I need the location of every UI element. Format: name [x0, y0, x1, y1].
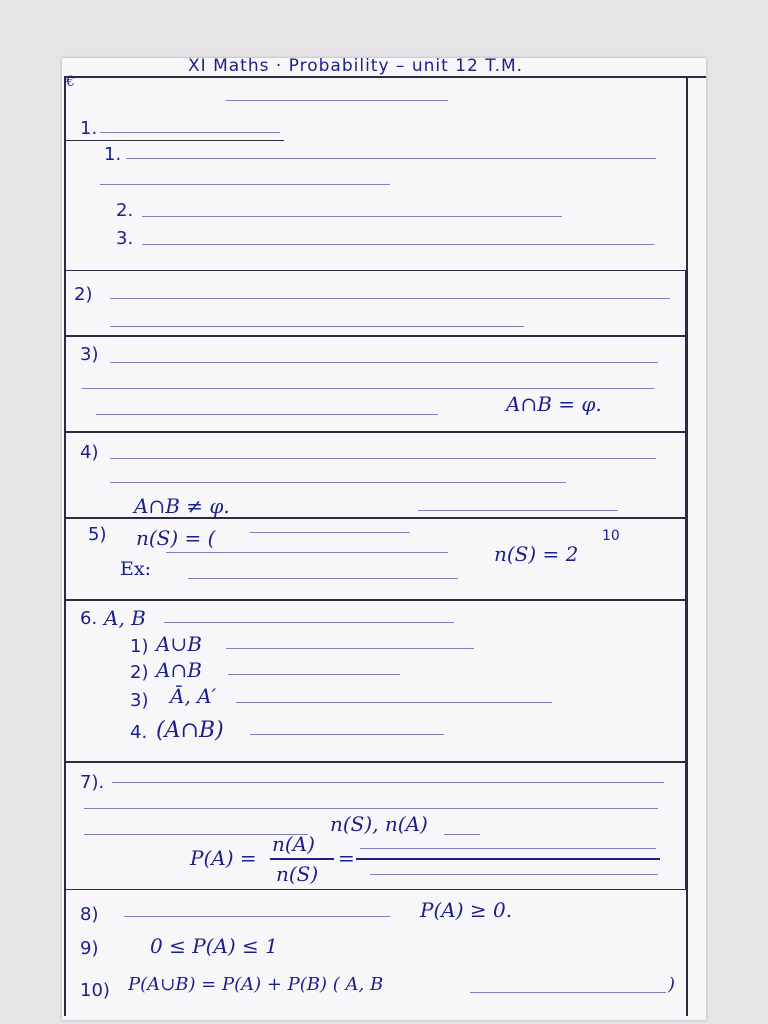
section-10-formula: P(A∪B) = P(A) + P(B) ( A, B	[128, 974, 384, 995]
section-3-writing-2	[82, 376, 654, 389]
section-4-number: 4)	[80, 442, 99, 463]
s6-item-3-formula: Ā, A′	[170, 684, 217, 708]
s6-item-3-number: 3)	[130, 690, 149, 711]
section-5-exponent: 10	[602, 528, 620, 544]
section-7-word-num-writing	[360, 836, 656, 849]
page-right-border	[686, 76, 688, 1016]
s6-item-2-formula: A∩B	[156, 658, 202, 682]
section-6-intro-writing	[164, 610, 454, 623]
s1-item-1-number: 1.	[104, 144, 122, 165]
header-rule	[64, 76, 706, 78]
subtitle-handwriting	[226, 88, 448, 101]
s6-item-1-number: 1)	[130, 636, 149, 657]
s1-item-3-writing	[142, 232, 654, 245]
s1-item-1-writing	[126, 146, 656, 159]
section-7-word-den-writing	[370, 862, 658, 875]
s6-item-4-formula: (A∩B)	[156, 718, 224, 743]
section-6-intro: A, B	[104, 606, 146, 630]
section-8-writing	[124, 904, 390, 917]
section-7-inline-formula: n(S), n(A)	[330, 812, 428, 836]
section-7-eq: =	[338, 846, 355, 870]
section-7-number: 7).	[80, 772, 105, 793]
section-9-number: 9)	[80, 938, 99, 959]
section-8-number: 8)	[80, 904, 99, 925]
section-5-formula: n(S) = (	[136, 526, 216, 550]
s1-item-1-writing-2	[100, 172, 390, 185]
s6-item-2-number: 2)	[130, 662, 149, 683]
section-4-writing-2	[110, 470, 566, 483]
s1-item-2-writing	[142, 204, 562, 217]
section-5-note-writing	[250, 520, 410, 533]
section-3-writing-3	[96, 402, 438, 415]
section-7-lhs: P(A) =	[190, 846, 257, 870]
section-10-trail: )	[668, 974, 676, 995]
section-2-number: 2)	[74, 284, 93, 305]
section-7-writing-2	[84, 796, 658, 809]
s6-item-3-writing	[236, 690, 552, 703]
section-3-writing	[110, 350, 658, 363]
section-4-formula: A∩B ≠ φ.	[134, 494, 230, 518]
section-2-writing-2	[110, 314, 524, 327]
section-5-number: 5)	[88, 524, 107, 545]
s6-item-2-writing	[228, 662, 400, 675]
section-1-heading-writing	[100, 120, 280, 133]
section-5-example-writing	[166, 540, 448, 553]
page-title: XI Maths · Probability – unit 12 T.M.	[188, 56, 524, 76]
s6-item-4-writing	[250, 722, 444, 735]
section-10-writing	[470, 980, 666, 993]
section-9-formula: 0 ≤ P(A) ≤ 1	[150, 934, 278, 958]
section-1-underline	[64, 140, 284, 141]
section-5-example-label: Ex:	[120, 558, 151, 580]
margin-mark: €	[66, 74, 75, 90]
section-1-number: 1.	[80, 118, 98, 139]
s6-item-4-number: 4.	[130, 722, 148, 743]
section-7-writing	[112, 770, 664, 783]
section-7-frac-bar	[270, 858, 334, 860]
s6-item-1-formula: A∪B	[156, 632, 202, 656]
section-10-number: 10)	[80, 980, 110, 1001]
s1-item-3-number: 3.	[116, 228, 134, 249]
section-7-word-frac-bar	[356, 858, 660, 860]
section-5-example-writing-2	[188, 566, 458, 579]
section-8-formula: P(A) ≥ 0.	[420, 898, 513, 922]
s1-item-2-number: 2.	[116, 200, 134, 221]
section-5-result: n(S) = 2	[494, 542, 579, 566]
section-7-frac-num: n(A)	[272, 832, 315, 856]
section-3-number: 3)	[80, 344, 99, 365]
section-7-writing-4	[444, 822, 480, 835]
section-2-writing	[110, 286, 670, 299]
section-5-note-writing-2	[418, 500, 618, 511]
s6-item-1-writing	[226, 636, 474, 649]
section-4-writing	[110, 446, 656, 459]
section-6-number: 6.	[80, 608, 98, 629]
section-3-formula: A∩B = φ.	[506, 392, 602, 416]
section-7-frac-den: n(S)	[276, 862, 319, 886]
